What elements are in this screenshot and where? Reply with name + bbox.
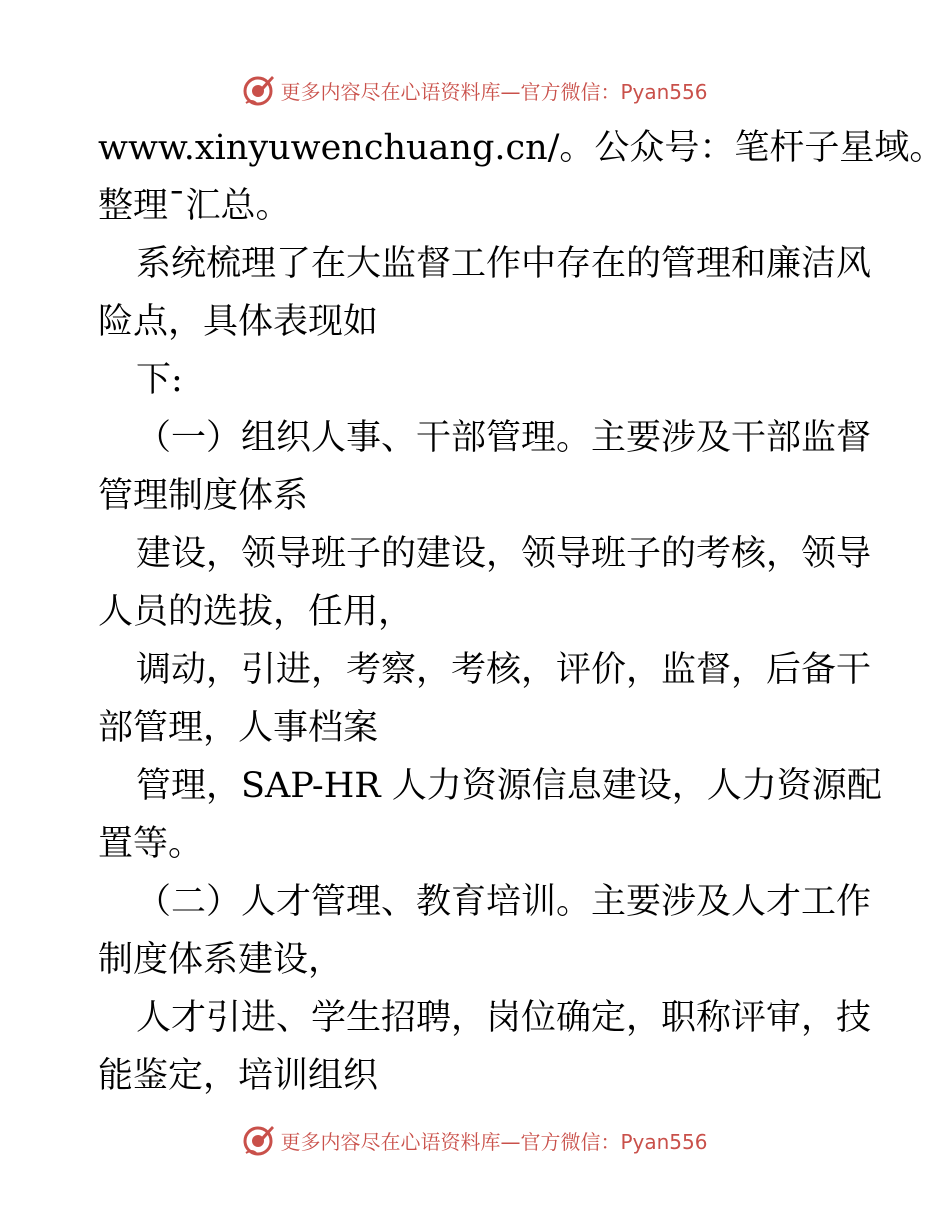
text-line: 置等。 (98, 824, 204, 864)
document-body (98, 119, 945, 1105)
text-line: （二）人才管理、教育培训。主要涉及人才工作 (136, 882, 872, 922)
text-line: （一）组织人事、干部管理。主要涉及干部监督 (136, 418, 872, 458)
quill-pen-seal-icon (242, 1123, 276, 1157)
text-line: 险点，具体表现如 (98, 302, 379, 342)
text-line: 整理¯汇总。 (98, 186, 291, 226)
text-line: 系统梳理了在大监督工作中存在的管理和廉洁风 (136, 244, 872, 284)
text-line: 人员的选拔，任用， (98, 592, 414, 632)
header-banner (0, 68, 950, 112)
footer-banner (0, 1118, 950, 1162)
text-line: 制度体系建设， (98, 940, 344, 980)
footer-text: 更多内容尽在心语资料库—官方微信：Pyan556 (280, 1129, 708, 1154)
header-text: 更多内容尽在心语资料库—官方微信：Pyan556 (280, 79, 708, 104)
quill-pen-seal-icon (242, 73, 276, 107)
text-line: 建设，领导班子的建设，领导班子的考核，领导 (136, 534, 872, 574)
text-line: 管理，SAP-HR 人力资源信息建设，人力资源配 (136, 766, 882, 806)
text-line: www.xinyuwenchuang.cn/。公众号：笔杆子星域。 (98, 128, 945, 168)
text-line: 能鉴定，培训组织 (98, 1056, 379, 1096)
text-line: 部管理，人事档案 (98, 708, 379, 748)
text-line: 人才引进、学生招聘，岗位确定，职称评审，技 (136, 998, 872, 1038)
text-line: 管理制度体系 (98, 476, 309, 516)
text-line: 调动，引进，考察，考核，评价，监督，后备干 (136, 650, 872, 690)
text-line: 下: (136, 360, 183, 400)
